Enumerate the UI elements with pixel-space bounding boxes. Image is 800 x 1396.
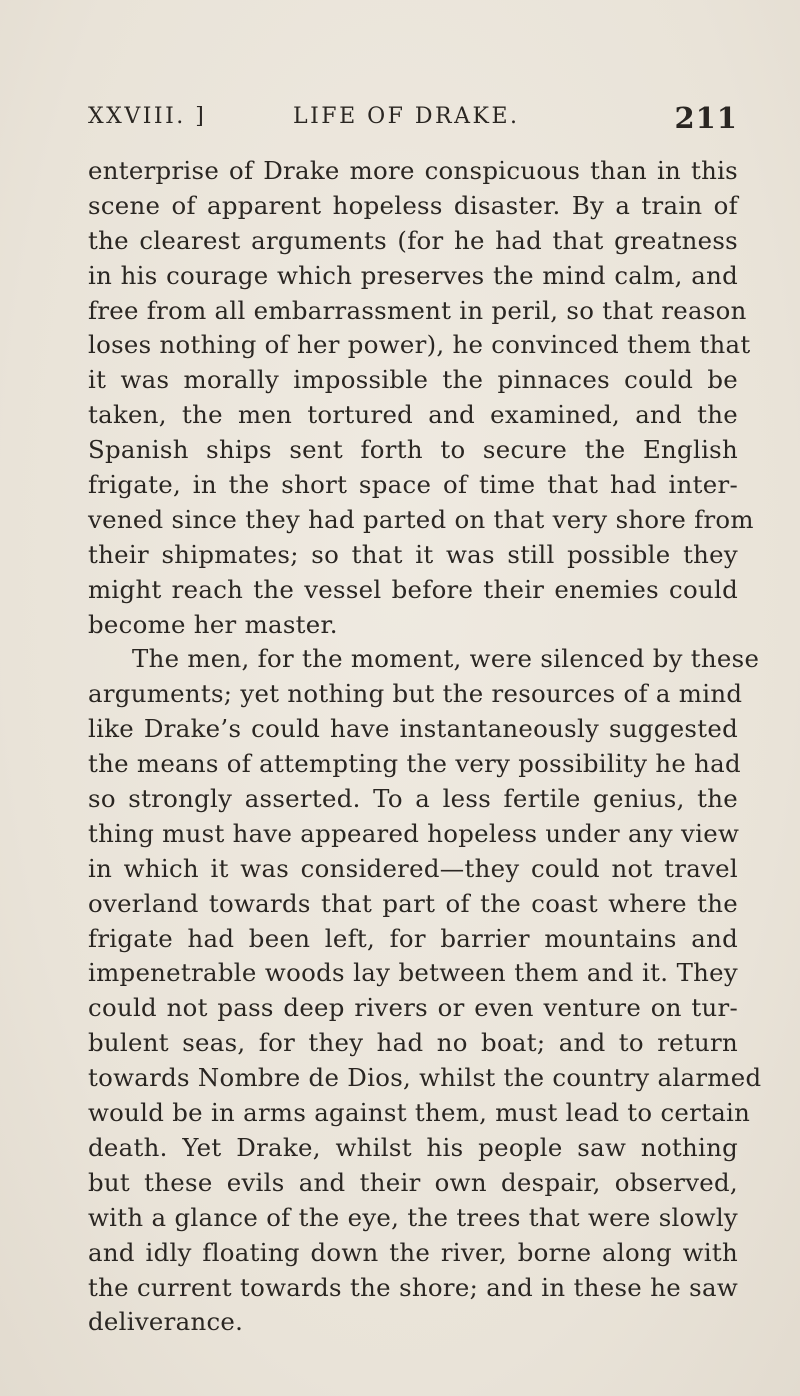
text-line: like Drake’s could have instantaneously suggested [88,714,738,744]
text-line: Spanish ships sent forth to secure the English [88,435,738,465]
text-line: might reach the vessel before their enemies could [88,574,738,604]
text-line: become her master. [88,609,338,639]
text-line: frigate had been left, for barrier mountains and [88,923,738,953]
text-line: with a glance of the eye, the trees that were slowly [88,1202,738,1232]
text-line: the means of attempting the very possibility he had [88,749,741,779]
text-line: scene of apparent hopeless disaster. By a train of [88,190,738,220]
chapter-number: XXVIII. ] [88,104,207,129]
text-line: arguments; yet nothing but the resources of a mind [88,679,743,709]
running-title: LIFE OF DRAKE. [293,104,520,129]
text-line: deliverance. [88,1307,244,1337]
text-line: and idly floating down the river, borne along with [88,1237,738,1267]
text-line: thing must have appeared hopeless under any view [88,818,740,848]
text-line: impenetrable woods lay between them and it. They [88,958,738,988]
text-line: in his courage which preserves the mind calm, and [88,260,738,290]
text-line: but these evils and their own despair, observed, [88,1167,738,1197]
running-head [88,101,738,144]
body-text [88,154,762,1340]
page-number: 211 [674,101,738,135]
text-line: could not pass deep rivers or even venture on tur- [88,993,738,1023]
text-line: so strongly asserted. To a less fertile genius, the [88,784,738,814]
text-line: The men, for the moment, were silenced by these [132,644,760,674]
text-line: vened since they had parted on that very shore from [88,504,754,534]
text-line: frigate, in the short space of time that had inter- [88,470,738,500]
text-line: bulent seas, for they had no boat; and to return [88,1028,738,1058]
text-line: death. Yet Drake, whilst his people saw nothing [88,1132,738,1162]
text-line: overland towards that part of the coast where the [88,888,738,918]
text-line: taken, the men tortured and examined, and the [88,400,738,430]
text-line: it was morally impossible the pinnaces could be [88,365,738,395]
text-line: the clearest arguments (for he had that greatness [88,225,738,255]
text-line: in which it was considered—they could not travel [88,853,738,883]
text-line: enterprise of Drake more conspicuous than in this [88,156,738,185]
text-line: their shipmates; so that it was still possible they [88,539,738,569]
text-line: free from all embarrassment in peril, so that reason [88,295,747,325]
text-line: towards Nombre de Dios, whilst the country alarmed [88,1063,762,1093]
text-line: the current towards the shore; and in these he saw [88,1272,738,1302]
text-line: loses nothing of her power), he convinced them that [88,330,751,360]
text-line: would be in arms against them, must lead to certain [88,1098,751,1128]
